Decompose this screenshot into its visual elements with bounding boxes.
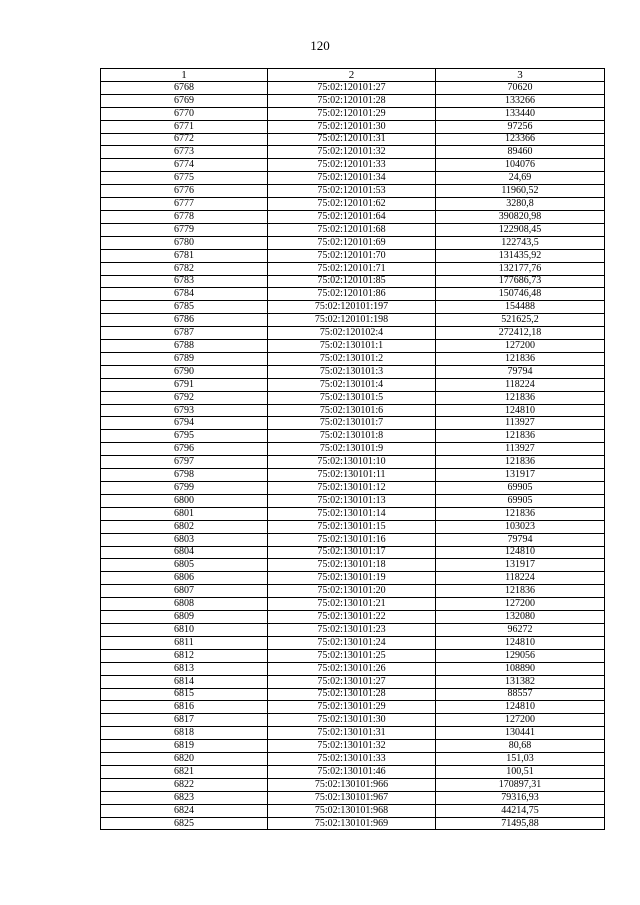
cadastral-number-cell: 75:02:130101:27 xyxy=(268,675,436,688)
row-number-cell: 6797 xyxy=(101,456,268,469)
row-number-cell: 6792 xyxy=(101,391,268,404)
row-number-cell: 6769 xyxy=(101,94,268,107)
value-cell: 127200 xyxy=(436,340,605,353)
value-cell: 104076 xyxy=(436,159,605,172)
table-row xyxy=(101,365,605,378)
table-row xyxy=(101,391,605,404)
cadastral-number-cell: 75:02:120101:33 xyxy=(268,159,436,172)
row-number-cell: 6823 xyxy=(101,791,268,804)
cadastral-number-cell: 75:02:130101:14 xyxy=(268,507,436,520)
cadastral-number-cell: 75:02:120101:198 xyxy=(268,314,436,327)
row-number-cell: 6795 xyxy=(101,430,268,443)
value-cell: 96272 xyxy=(436,623,605,636)
value-cell: 521625,2 xyxy=(436,314,605,327)
value-cell: 390820,98 xyxy=(436,210,605,223)
row-number-cell: 6821 xyxy=(101,765,268,778)
table-row xyxy=(101,288,605,301)
cadastral-number-cell: 75:02:130101:17 xyxy=(268,546,436,559)
table-row xyxy=(101,417,605,430)
table-row xyxy=(101,740,605,753)
value-cell: 121836 xyxy=(436,507,605,520)
cadastral-number-cell: 75:02:130101:24 xyxy=(268,636,436,649)
table-row xyxy=(101,533,605,546)
table-row xyxy=(101,275,605,288)
table-row xyxy=(101,327,605,340)
value-cell: 133440 xyxy=(436,107,605,120)
row-number-cell: 6805 xyxy=(101,559,268,572)
row-number-cell: 6785 xyxy=(101,301,268,314)
table-row xyxy=(101,133,605,146)
table-row xyxy=(101,572,605,585)
cadastral-number-cell: 75:02:130101:18 xyxy=(268,559,436,572)
value-cell: 170897,31 xyxy=(436,778,605,791)
cadastral-number-cell: 75:02:130101:19 xyxy=(268,572,436,585)
table-row xyxy=(101,623,605,636)
value-cell: 272412,18 xyxy=(436,327,605,340)
row-number-cell: 6788 xyxy=(101,340,268,353)
row-number-cell: 6815 xyxy=(101,688,268,701)
table-body xyxy=(101,81,605,830)
row-number-cell: 6778 xyxy=(101,210,268,223)
cadastral-number-cell: 75:02:130101:3 xyxy=(268,365,436,378)
table-row xyxy=(101,456,605,469)
row-number-cell: 6800 xyxy=(101,494,268,507)
cadastral-number-cell: 75:02:130101:22 xyxy=(268,611,436,624)
row-number-cell: 6803 xyxy=(101,533,268,546)
table-row xyxy=(101,107,605,120)
row-number-cell: 6782 xyxy=(101,262,268,275)
value-cell: 122743,5 xyxy=(436,236,605,249)
cadastral-number-cell: 75:02:120101:29 xyxy=(268,107,436,120)
table-row xyxy=(101,314,605,327)
row-number-cell: 6806 xyxy=(101,572,268,585)
cadastral-number-cell: 75:02:130101:32 xyxy=(268,740,436,753)
value-cell: 97256 xyxy=(436,120,605,133)
table-row xyxy=(101,675,605,688)
data-table xyxy=(100,68,605,830)
column-header-3: 3 xyxy=(436,69,605,82)
value-cell: 130441 xyxy=(436,727,605,740)
table-row xyxy=(101,94,605,107)
cadastral-number-cell: 75:02:130101:28 xyxy=(268,688,436,701)
value-cell: 127200 xyxy=(436,714,605,727)
row-number-cell: 6810 xyxy=(101,623,268,636)
value-cell: 69905 xyxy=(436,482,605,495)
value-cell: 131382 xyxy=(436,675,605,688)
row-number-cell: 6787 xyxy=(101,327,268,340)
cadastral-number-cell: 75:02:130101:15 xyxy=(268,520,436,533)
row-number-cell: 6786 xyxy=(101,314,268,327)
value-cell: 132177,76 xyxy=(436,262,605,275)
cadastral-number-cell: 75:02:130101:31 xyxy=(268,727,436,740)
table-row xyxy=(101,352,605,365)
table-row xyxy=(101,120,605,133)
table-row xyxy=(101,765,605,778)
value-cell: 80,68 xyxy=(436,740,605,753)
table-row xyxy=(101,753,605,766)
table-row xyxy=(101,701,605,714)
cadastral-number-cell: 75:02:130101:967 xyxy=(268,791,436,804)
value-cell: 131917 xyxy=(436,559,605,572)
row-number-cell: 6812 xyxy=(101,649,268,662)
value-cell: 124810 xyxy=(436,701,605,714)
table-row xyxy=(101,172,605,185)
row-number-cell: 6804 xyxy=(101,546,268,559)
value-cell: 24,69 xyxy=(436,172,605,185)
value-cell: 3280,8 xyxy=(436,198,605,211)
value-cell: 150746,48 xyxy=(436,288,605,301)
cadastral-number-cell: 75:02:130101:966 xyxy=(268,778,436,791)
value-cell: 69905 xyxy=(436,494,605,507)
value-cell: 122908,45 xyxy=(436,223,605,236)
row-number-cell: 6779 xyxy=(101,223,268,236)
value-cell: 123366 xyxy=(436,133,605,146)
value-cell: 113927 xyxy=(436,443,605,456)
table-row xyxy=(101,727,605,740)
cadastral-number-cell: 75:02:130101:4 xyxy=(268,378,436,391)
cadastral-number-cell: 75:02:130101:30 xyxy=(268,714,436,727)
cadastral-number-cell: 75:02:130101:11 xyxy=(268,469,436,482)
row-number-cell: 6802 xyxy=(101,520,268,533)
value-cell: 131435,92 xyxy=(436,249,605,262)
row-number-cell: 6794 xyxy=(101,417,268,430)
row-number-cell: 6793 xyxy=(101,404,268,417)
table-header xyxy=(101,69,605,82)
table-row xyxy=(101,443,605,456)
table-row xyxy=(101,430,605,443)
row-number-cell: 6783 xyxy=(101,275,268,288)
row-number-cell: 6813 xyxy=(101,662,268,675)
value-cell: 129056 xyxy=(436,649,605,662)
column-header-1: 1 xyxy=(101,69,268,82)
row-number-cell: 6808 xyxy=(101,598,268,611)
cadastral-number-cell: 75:02:130101:6 xyxy=(268,404,436,417)
row-number-cell: 6807 xyxy=(101,585,268,598)
cadastral-number-cell: 75:02:120101:85 xyxy=(268,275,436,288)
table-row xyxy=(101,469,605,482)
cadastral-number-cell: 75:02:130101:969 xyxy=(268,817,436,830)
cadastral-number-cell: 75:02:130101:9 xyxy=(268,443,436,456)
row-number-cell: 6771 xyxy=(101,120,268,133)
table-row xyxy=(101,611,605,624)
value-cell: 121836 xyxy=(436,585,605,598)
value-cell: 151,03 xyxy=(436,753,605,766)
row-number-cell: 6817 xyxy=(101,714,268,727)
column-header-2: 2 xyxy=(268,69,436,82)
cadastral-number-cell: 75:02:130101:1 xyxy=(268,340,436,353)
cadastral-number-cell: 75:02:130101:25 xyxy=(268,649,436,662)
value-cell: 121836 xyxy=(436,456,605,469)
row-number-cell: 6774 xyxy=(101,159,268,172)
cadastral-number-cell: 75:02:120101:53 xyxy=(268,185,436,198)
table-row xyxy=(101,778,605,791)
table-row xyxy=(101,210,605,223)
table-row xyxy=(101,662,605,675)
cadastral-number-cell: 75:02:130101:12 xyxy=(268,482,436,495)
table-row xyxy=(101,585,605,598)
row-number-cell: 6796 xyxy=(101,443,268,456)
cadastral-number-cell: 75:02:120101:71 xyxy=(268,262,436,275)
cadastral-number-cell: 75:02:130101:7 xyxy=(268,417,436,430)
row-number-cell: 6768 xyxy=(101,81,268,94)
row-number-cell: 6773 xyxy=(101,146,268,159)
cadastral-number-cell: 75:02:130101:8 xyxy=(268,430,436,443)
table-row xyxy=(101,404,605,417)
value-cell: 113927 xyxy=(436,417,605,430)
row-number-cell: 6825 xyxy=(101,817,268,830)
cadastral-number-cell: 75:02:120101:31 xyxy=(268,133,436,146)
cadastral-number-cell: 75:02:130101:5 xyxy=(268,391,436,404)
value-cell: 177686,73 xyxy=(436,275,605,288)
table-row xyxy=(101,649,605,662)
cadastral-number-cell: 75:02:120101:28 xyxy=(268,94,436,107)
table-row xyxy=(101,301,605,314)
value-cell: 127200 xyxy=(436,598,605,611)
cadastral-number-cell: 75:02:130101:23 xyxy=(268,623,436,636)
value-cell: 70620 xyxy=(436,81,605,94)
value-cell: 133266 xyxy=(436,94,605,107)
value-cell: 131917 xyxy=(436,469,605,482)
row-number-cell: 6784 xyxy=(101,288,268,301)
table-row xyxy=(101,520,605,533)
cadastral-number-cell: 75:02:120101:64 xyxy=(268,210,436,223)
row-number-cell: 6799 xyxy=(101,482,268,495)
row-number-cell: 6776 xyxy=(101,185,268,198)
value-cell: 121836 xyxy=(436,352,605,365)
cadastral-number-cell: 75:02:120101:27 xyxy=(268,81,436,94)
table-row xyxy=(101,636,605,649)
cadastral-number-cell: 75:02:120101:197 xyxy=(268,301,436,314)
row-number-cell: 6777 xyxy=(101,198,268,211)
table-row xyxy=(101,598,605,611)
cadastral-number-cell: 75:02:120101:70 xyxy=(268,249,436,262)
value-cell: 118224 xyxy=(436,378,605,391)
table-row xyxy=(101,791,605,804)
cadastral-number-cell: 75:02:130101:2 xyxy=(268,352,436,365)
value-cell: 124810 xyxy=(436,636,605,649)
table-row xyxy=(101,198,605,211)
cadastral-number-cell: 75:02:130101:46 xyxy=(268,765,436,778)
cadastral-number-cell: 75:02:120101:69 xyxy=(268,236,436,249)
value-cell: 121836 xyxy=(436,391,605,404)
cadastral-number-cell: 75:02:130101:10 xyxy=(268,456,436,469)
table-row xyxy=(101,81,605,94)
value-cell: 132080 xyxy=(436,611,605,624)
cadastral-number-cell: 75:02:130101:21 xyxy=(268,598,436,611)
cadastral-number-cell: 75:02:120101:30 xyxy=(268,120,436,133)
cadastral-number-cell: 75:02:120101:34 xyxy=(268,172,436,185)
table-row xyxy=(101,223,605,236)
value-cell: 108890 xyxy=(436,662,605,675)
page-number: 120 xyxy=(310,38,330,53)
value-cell: 88557 xyxy=(436,688,605,701)
table-row xyxy=(101,262,605,275)
cadastral-number-cell: 75:02:120102:4 xyxy=(268,327,436,340)
row-number-cell: 6811 xyxy=(101,636,268,649)
row-number-cell: 6801 xyxy=(101,507,268,520)
cadastral-number-cell: 75:02:120101:32 xyxy=(268,146,436,159)
value-cell: 79794 xyxy=(436,533,605,546)
table-row xyxy=(101,185,605,198)
table-row xyxy=(101,482,605,495)
value-cell: 79316,93 xyxy=(436,791,605,804)
table-row xyxy=(101,714,605,727)
row-number-cell: 6798 xyxy=(101,469,268,482)
row-number-cell: 6781 xyxy=(101,249,268,262)
row-number-cell: 6820 xyxy=(101,753,268,766)
value-cell: 118224 xyxy=(436,572,605,585)
row-number-cell: 6791 xyxy=(101,378,268,391)
row-number-cell: 6824 xyxy=(101,804,268,817)
value-cell: 71495,88 xyxy=(436,817,605,830)
table-row xyxy=(101,249,605,262)
table-row xyxy=(101,494,605,507)
row-number-cell: 6816 xyxy=(101,701,268,714)
value-cell: 103023 xyxy=(436,520,605,533)
table-row xyxy=(101,688,605,701)
value-cell: 89460 xyxy=(436,146,605,159)
row-number-cell: 6814 xyxy=(101,675,268,688)
value-cell: 124810 xyxy=(436,404,605,417)
table-row xyxy=(101,146,605,159)
cadastral-number-cell: 75:02:130101:29 xyxy=(268,701,436,714)
header-row xyxy=(101,69,605,82)
table-row xyxy=(101,546,605,559)
table-row xyxy=(101,817,605,830)
cadastral-number-cell: 75:02:120101:62 xyxy=(268,198,436,211)
table-row xyxy=(101,378,605,391)
table-row xyxy=(101,559,605,572)
cadastral-number-cell: 75:02:130101:33 xyxy=(268,753,436,766)
value-cell: 100,51 xyxy=(436,765,605,778)
row-number-cell: 6818 xyxy=(101,727,268,740)
value-cell: 121836 xyxy=(436,430,605,443)
row-number-cell: 6780 xyxy=(101,236,268,249)
cadastral-number-cell: 75:02:130101:20 xyxy=(268,585,436,598)
value-cell: 124810 xyxy=(436,546,605,559)
table-row xyxy=(101,159,605,172)
table-row xyxy=(101,804,605,817)
table-row xyxy=(101,507,605,520)
row-number-cell: 6819 xyxy=(101,740,268,753)
cadastral-number-cell: 75:02:120101:68 xyxy=(268,223,436,236)
row-number-cell: 6789 xyxy=(101,352,268,365)
cadastral-number-cell: 75:02:120101:86 xyxy=(268,288,436,301)
value-cell: 11960,52 xyxy=(436,185,605,198)
row-number-cell: 6809 xyxy=(101,611,268,624)
cadastral-number-cell: 75:02:130101:968 xyxy=(268,804,436,817)
value-cell: 44214,75 xyxy=(436,804,605,817)
value-cell: 154488 xyxy=(436,301,605,314)
row-number-cell: 6770 xyxy=(101,107,268,120)
row-number-cell: 6775 xyxy=(101,172,268,185)
row-number-cell: 6790 xyxy=(101,365,268,378)
value-cell: 79794 xyxy=(436,365,605,378)
cadastral-number-cell: 75:02:130101:13 xyxy=(268,494,436,507)
cadastral-number-cell: 75:02:130101:26 xyxy=(268,662,436,675)
table-row xyxy=(101,236,605,249)
row-number-cell: 6822 xyxy=(101,778,268,791)
row-number-cell: 6772 xyxy=(101,133,268,146)
table-row xyxy=(101,340,605,353)
cadastral-number-cell: 75:02:130101:16 xyxy=(268,533,436,546)
